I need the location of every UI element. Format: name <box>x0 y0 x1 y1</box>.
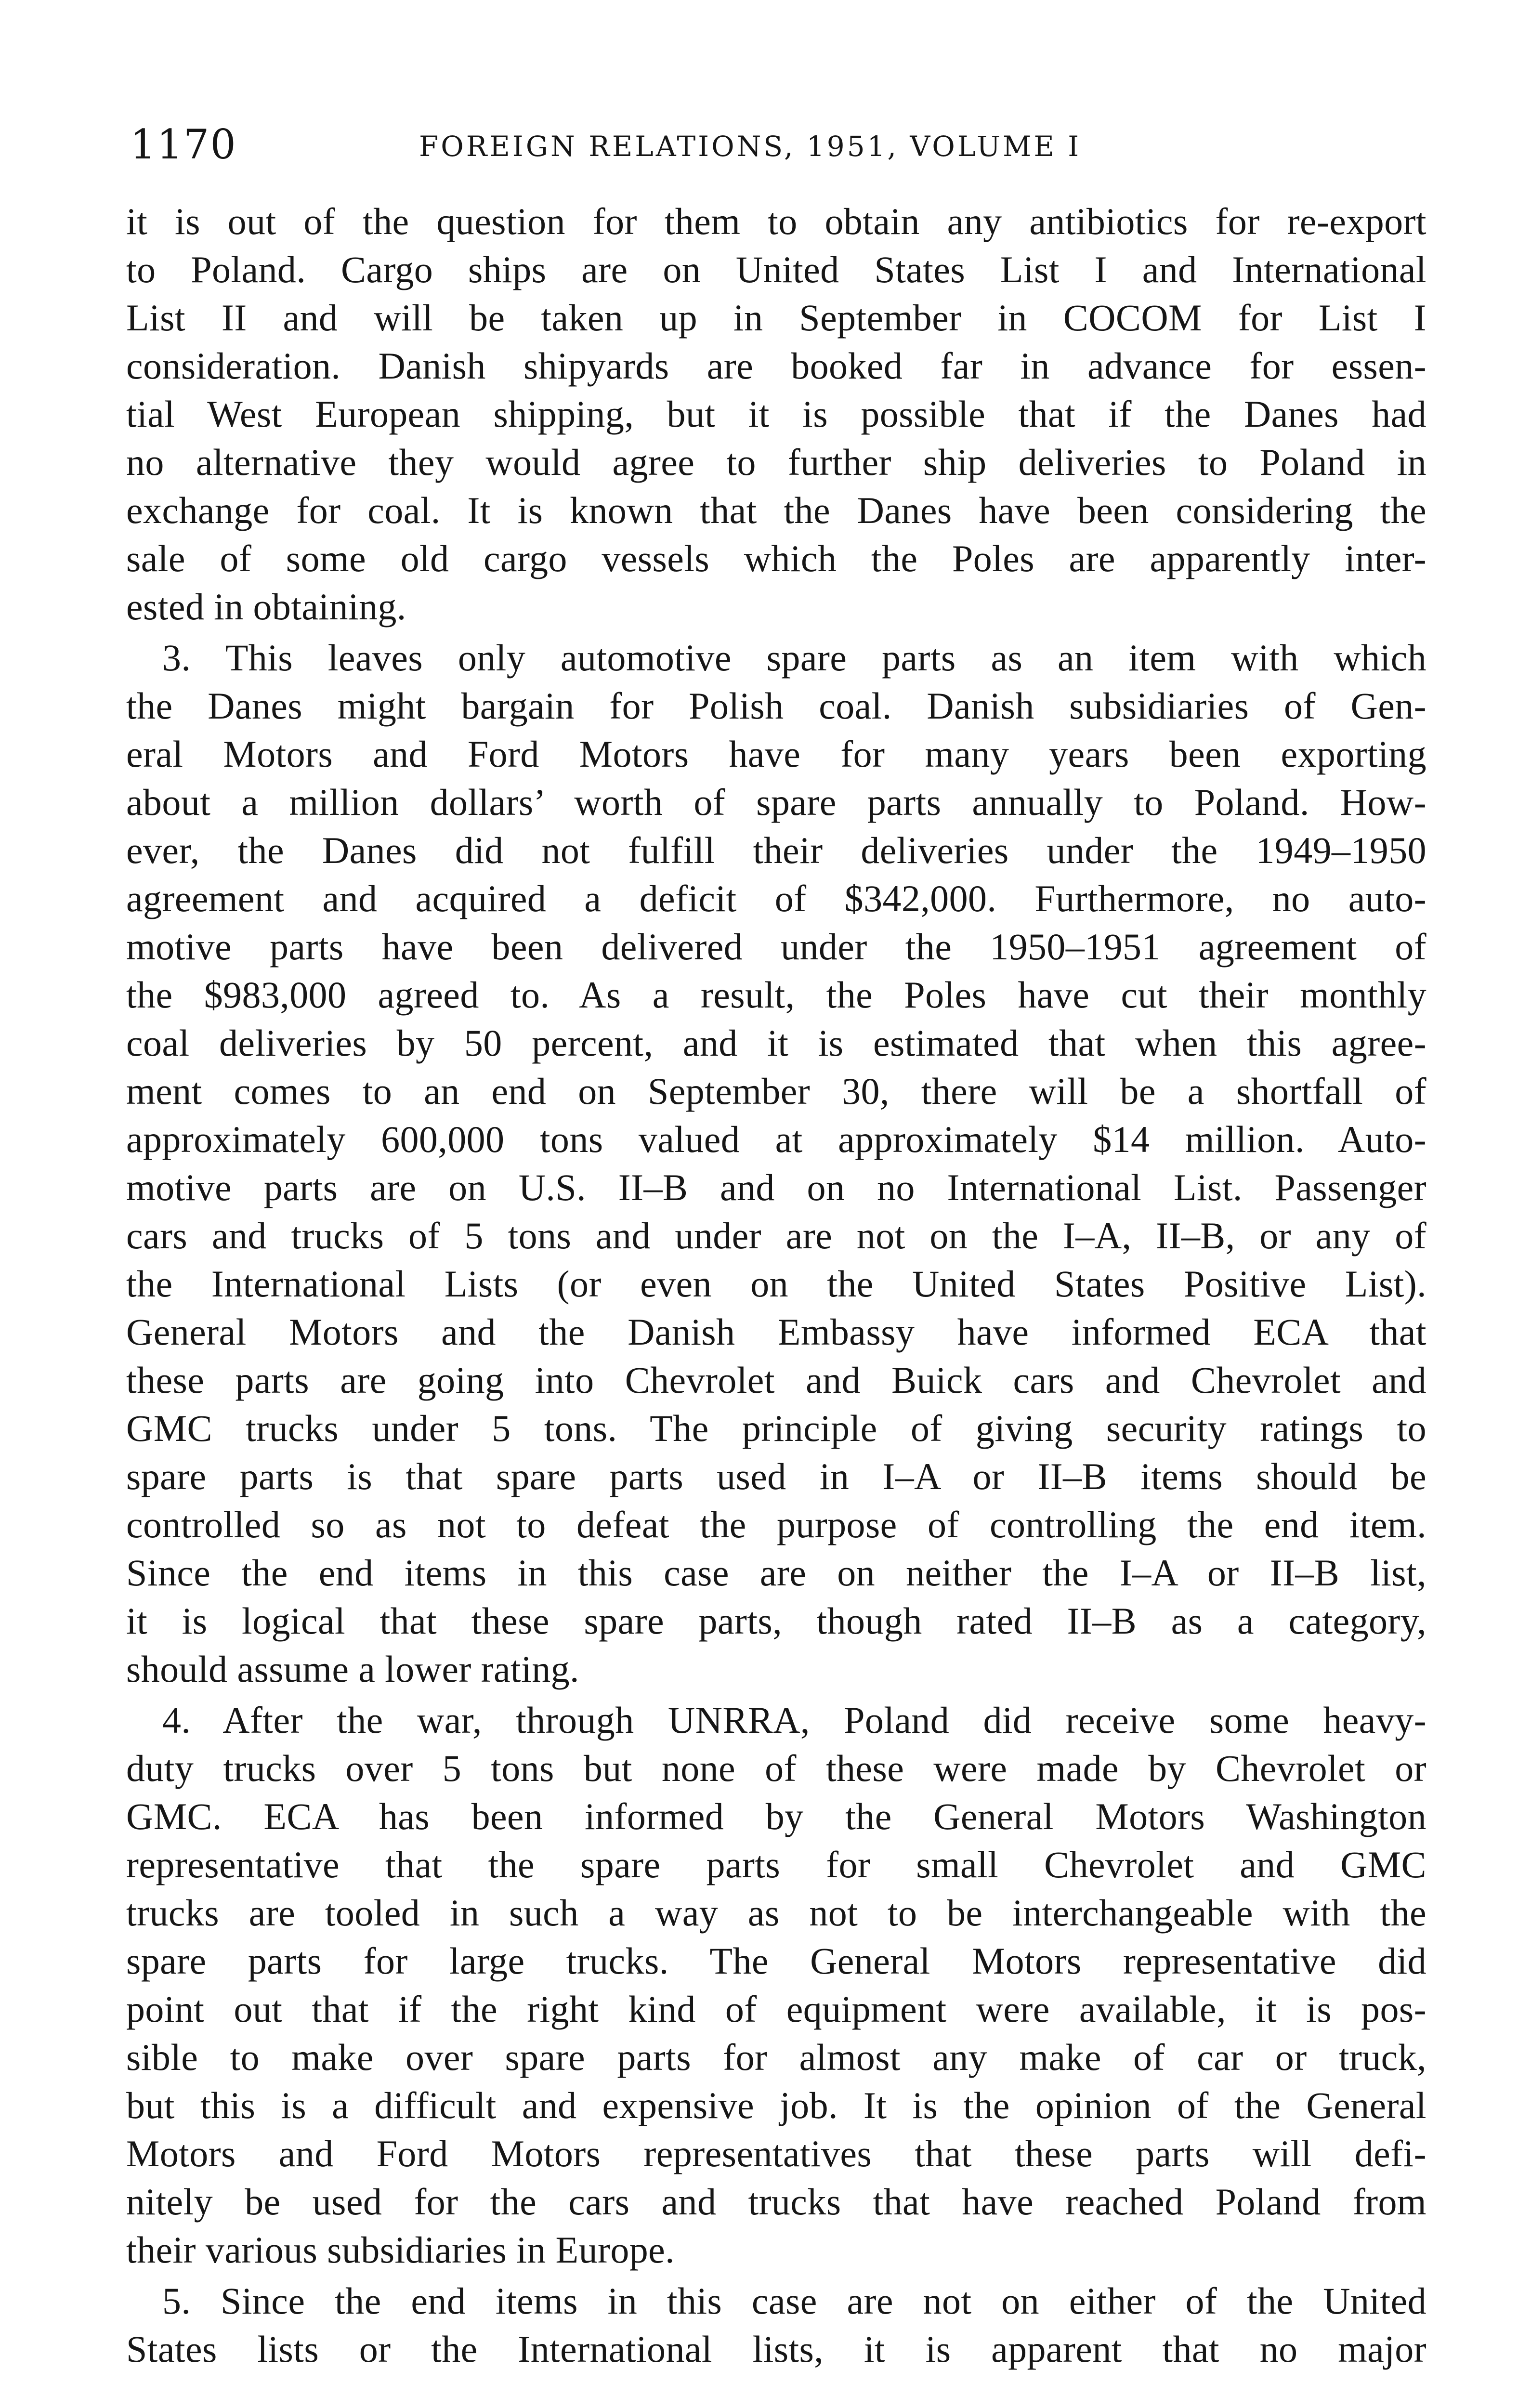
text-line: these parts are going into Chevrolet and Buick cars and Chevrolet and <box>126 1359 1426 1401</box>
text-line: sible to make over spare parts for almost any make of car or truck, <box>126 2036 1426 2078</box>
text-line: States lists or the International lists, it is apparent that no major <box>126 2328 1426 2370</box>
paragraph <box>126 634 1426 1693</box>
text-line: but this is a difficult and expensive job. It is the opinion of the General <box>126 2084 1426 2126</box>
text-line: point out that if the right kind of equipment were available, it is pos- <box>126 1988 1426 2030</box>
text-line: spare parts is that spare parts used in I–A or II–B items should be <box>126 1455 1426 1497</box>
paragraph <box>126 2277 1426 2373</box>
text-line: coal deliveries by 50 percent, and it is estimated that when this agree- <box>126 1022 1426 1064</box>
text-line: agreement and acquired a deficit of $342,000. Furthermore, no auto- <box>126 877 1426 919</box>
text-line: consideration. Danish shipyards are booked far in advance for essen- <box>126 345 1426 387</box>
page-header <box>130 116 1421 173</box>
text-line: General Motors and the Danish Embassy have informed ECA that <box>126 1311 1426 1353</box>
text-line: motive parts have been delivered under the 1950–1951 agreement of <box>126 926 1426 968</box>
text-line: sale of some old cargo vessels which the Poles are apparently inter- <box>126 537 1426 579</box>
text-line: should assume a lower rating. <box>126 1648 579 1690</box>
text-line: List II and will be taken up in September in COCOM for List I <box>126 297 1426 339</box>
paragraph <box>126 1696 1426 2274</box>
text-line: ever, the Danes did not fulfill their deliveries under the 1949–1950 <box>126 829 1426 871</box>
running-title: FOREIGN RELATIONS, 1951, VOLUME I <box>419 130 1082 163</box>
text-line: eral Motors and Ford Motors have for many years been exporting <box>126 733 1426 775</box>
text-line: duty trucks over 5 tons but none of these were made by Chevrolet or <box>126 1747 1426 1789</box>
text-line: ested in obtaining. <box>126 586 406 628</box>
text-line: representative that the spare parts for small Chevrolet and GMC <box>126 1844 1426 1885</box>
text-line: the International Lists (or even on the United States Positive List). <box>126 1263 1426 1305</box>
text-line: approximately 600,000 tons valued at approximately $14 million. Auto- <box>126 1118 1426 1160</box>
text-line: exchange for coal. It is known that the Danes have been considering the <box>126 489 1426 531</box>
text-line: it is logical that these spare parts, though rated II–B as a category, <box>126 1600 1426 1642</box>
paragraph <box>126 197 1426 631</box>
text-line: it is out of the question for them to obtain any antibiotics for re-export <box>126 200 1426 242</box>
text-line: GMC trucks under 5 tons. The principle of giving security ratings to <box>126 1407 1426 1449</box>
text-line: 3. This leaves only automotive spare parts as an item with which <box>162 637 1426 679</box>
text-line: 5. Since the end items in this case are not on either of the United <box>162 2280 1426 2322</box>
text-line: trucks are tooled in such a way as not to be interchangeable with the <box>126 1892 1426 1934</box>
text-line: to Poland. Cargo ships are on United States List I and International <box>126 249 1426 290</box>
text-line: cars and trucks of 5 tons and under are not on the I–A, II–B, or any of <box>126 1215 1426 1256</box>
text-line: GMC. ECA has been informed by the General Motors Washington <box>126 1795 1426 1837</box>
text-line: controlled so as not to defeat the purpose of controlling the end item. <box>126 1504 1426 1545</box>
text-line: tial West European shipping, but it is possible that if the Danes had <box>126 393 1426 435</box>
text-line: Since the end items in this case are on neither the I–A or II–B list, <box>126 1552 1426 1594</box>
page-number: 1170 <box>130 121 237 168</box>
text-line: spare parts for large trucks. The General Motors representative did <box>126 1940 1426 1982</box>
body-text <box>126 197 1426 2373</box>
text-line: nitely be used for the cars and trucks that have reached Poland from <box>126 2181 1426 2223</box>
text-line: Motors and Ford Motors representatives that these parts will defi- <box>126 2133 1426 2174</box>
text-line: ment comes to an end on September 30, there will be a shortfall of <box>126 1070 1426 1112</box>
text-line: their various subsidiaries in Europe. <box>126 2229 675 2271</box>
text-line: the $983,000 agreed to. As a result, the Poles have cut their monthly <box>126 974 1426 1016</box>
text-line: the Danes might bargain for Polish coal. Danish subsidiaries of Gen- <box>126 685 1426 727</box>
text-line: motive parts are on U.S. II–B and on no International List. Passenger <box>126 1166 1426 1208</box>
text-line: no alternative they would agree to further ship deliveries to Poland in <box>126 441 1426 483</box>
text-line: 4. After the war, through UNRRA, Poland did receive some heavy- <box>162 1699 1426 1741</box>
text-line: about a million dollars’ worth of spare parts annually to Poland. How- <box>126 781 1426 823</box>
